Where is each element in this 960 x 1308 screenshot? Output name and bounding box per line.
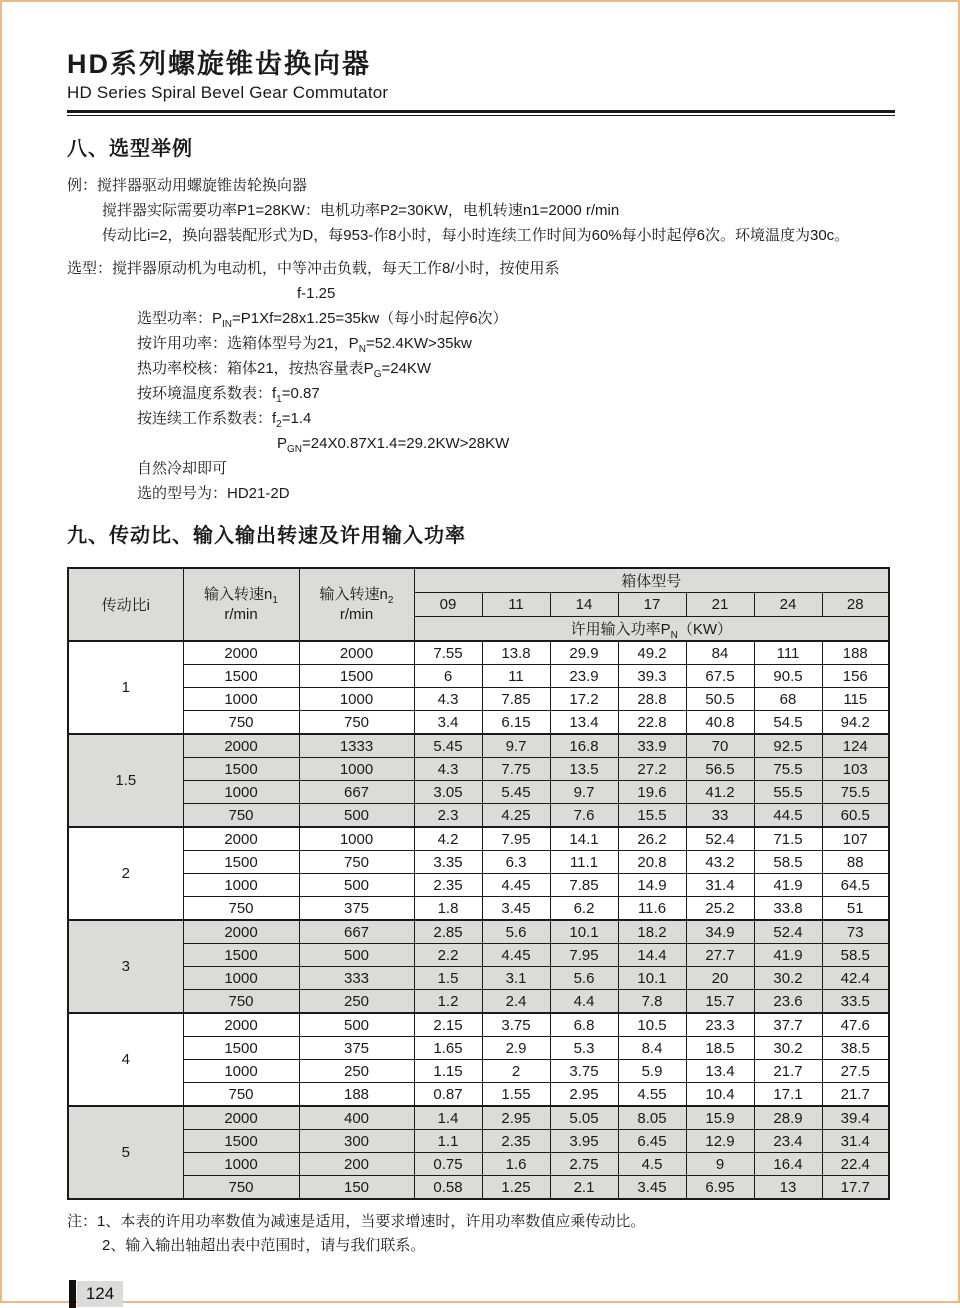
power-value-cell: 9 <box>686 1153 754 1176</box>
power-value-cell: 7.75 <box>482 758 550 781</box>
n2-cell: 1000 <box>299 688 414 711</box>
n1-cell: 2000 <box>183 1013 299 1037</box>
power-value-cell: 2.75 <box>550 1153 618 1176</box>
note-1: 注：1、本表的许用功率数值为减速是适用，当要求增速时，许用功率数值应乘传动比。 <box>67 1213 646 1230</box>
ratio-cell: 1.5 <box>68 734 183 827</box>
table-row <box>68 967 889 990</box>
ratio-cell: 2 <box>68 827 183 920</box>
power-value-cell: 1.55 <box>482 1083 550 1107</box>
power-value-cell: 27.5 <box>822 1060 889 1083</box>
n1-cell: 750 <box>183 711 299 735</box>
n1-cell: 1000 <box>183 688 299 711</box>
power-value-cell: 17.2 <box>550 688 618 711</box>
n2-cell: 188 <box>299 1083 414 1107</box>
power-value-cell: 15.9 <box>686 1106 754 1130</box>
ratio-cell: 3 <box>68 920 183 1013</box>
power-value-cell: 1.2 <box>414 990 482 1014</box>
n1-cell: 750 <box>183 1176 299 1200</box>
power-value-cell: 21.7 <box>754 1060 822 1083</box>
header-rule <box>67 110 895 116</box>
page-number <box>69 1280 895 1308</box>
n1-cell: 750 <box>183 1083 299 1107</box>
table-row <box>68 734 889 758</box>
power-value-cell: 41.9 <box>754 874 822 897</box>
power-value-cell: 5.6 <box>482 920 550 944</box>
power-value-cell: 56.5 <box>686 758 754 781</box>
power-value-cell: 115 <box>822 688 889 711</box>
power-value-cell: 6 <box>414 665 482 688</box>
n1-cell: 1500 <box>183 944 299 967</box>
power-value-cell: 4.25 <box>482 804 550 828</box>
n1-cell: 2000 <box>183 641 299 665</box>
power-value-cell: 10.5 <box>618 1013 686 1037</box>
power-value-cell: 11.1 <box>550 851 618 874</box>
col-header-n2-unit: r/min <box>339 605 374 623</box>
power-value-cell: 11.6 <box>618 897 686 921</box>
header-rule-thin <box>67 115 895 116</box>
power-value-cell: 41.2 <box>686 781 754 804</box>
power-value-cell: 3.95 <box>550 1130 618 1153</box>
power-value-cell: 2.9 <box>482 1037 550 1060</box>
power-value-cell: 7.95 <box>550 944 618 967</box>
power-value-cell: 26.2 <box>618 827 686 851</box>
power-value-cell: 33.9 <box>618 734 686 758</box>
power-value-cell: 39.4 <box>822 1106 889 1130</box>
table-row <box>68 920 889 944</box>
power-value-cell: 6.95 <box>686 1176 754 1200</box>
n1-cell: 1500 <box>183 851 299 874</box>
col-header-n1-unit: r/min <box>224 605 258 623</box>
power-value-cell: 1.15 <box>414 1060 482 1083</box>
table-body <box>68 641 889 1199</box>
table-row <box>68 804 889 828</box>
power-value-cell: 5.6 <box>550 967 618 990</box>
power-value-cell: 31.4 <box>686 874 754 897</box>
power-value-cell: 2.35 <box>482 1130 550 1153</box>
power-value-cell: 42.4 <box>822 967 889 990</box>
note-2: 2、输入输出轴超出表中范围时，请与我们联系。 <box>102 1237 426 1254</box>
power-value-cell: 13.5 <box>550 758 618 781</box>
table-head-row-1 <box>68 568 889 593</box>
power-value-cell: 2.85 <box>414 920 482 944</box>
n2-cell: 667 <box>299 920 414 944</box>
model-header-cell: 09 <box>414 593 482 617</box>
example-line: 选型：搅拌器原动机为电动机，中等冲击负载，每天工作8/小时，按使用系 <box>67 260 560 277</box>
power-value-cell: 19.6 <box>618 781 686 804</box>
power-value-cell: 13.8 <box>482 641 550 665</box>
power-value-cell: 52.4 <box>754 920 822 944</box>
power-value-cell: 111 <box>754 641 822 665</box>
power-value-cell: 18.2 <box>618 920 686 944</box>
power-value-cell: 2.35 <box>414 874 482 897</box>
power-value-cell: 33 <box>686 804 754 828</box>
power-value-cell: 13.4 <box>550 711 618 735</box>
example-line: f-1.25 <box>297 285 336 302</box>
power-value-cell: 0.58 <box>414 1176 482 1200</box>
power-value-cell: 5.45 <box>414 734 482 758</box>
table-row <box>68 665 889 688</box>
n2-cell: 333 <box>299 967 414 990</box>
power-value-cell: 15.7 <box>686 990 754 1014</box>
power-value-cell: 18.5 <box>686 1037 754 1060</box>
n1-cell: 1000 <box>183 874 299 897</box>
n2-cell: 500 <box>299 944 414 967</box>
table-row <box>68 1013 889 1037</box>
n2-cell: 250 <box>299 1060 414 1083</box>
example-line: 按许用功率：选箱体型号为21，$P_N=52.4KW>35kw$ <box>137 335 472 355</box>
n2-cell: 750 <box>299 711 414 735</box>
power-value-cell: 2.4 <box>482 990 550 1014</box>
table-row <box>68 641 889 665</box>
power-value-cell: 70 <box>686 734 754 758</box>
power-value-cell: 58.5 <box>754 851 822 874</box>
n2-cell: 250 <box>299 990 414 1014</box>
col-header-ratio: 传动比i <box>68 568 183 641</box>
col-header-n2-label: 输入转速$n_2$ <box>319 585 394 606</box>
power-value-cell: 94.2 <box>822 711 889 735</box>
n2-cell: 1000 <box>299 758 414 781</box>
power-value-cell: 3.05 <box>414 781 482 804</box>
n2-cell: 750 <box>299 851 414 874</box>
page-number-value: 124 <box>77 1281 123 1307</box>
page-number-bar-icon <box>69 1280 76 1308</box>
table-row <box>68 781 889 804</box>
n1-cell: 750 <box>183 804 299 828</box>
document-page <box>2 49 960 1308</box>
power-value-cell: 49.2 <box>618 641 686 665</box>
n1-cell: 2000 <box>183 920 299 944</box>
n2-cell: 1000 <box>299 827 414 851</box>
doc-title-en: HD Series Spiral Bevel Gear Commutator <box>67 83 389 102</box>
example-line: 选的型号为：HD21-2D <box>137 485 290 502</box>
power-value-cell: 9.7 <box>482 734 550 758</box>
power-value-cell: 1.65 <box>414 1037 482 1060</box>
power-value-cell: 2.15 <box>414 1013 482 1037</box>
power-value-cell: 23.9 <box>550 665 618 688</box>
col-header-box-model: 箱体型号 <box>414 568 889 593</box>
power-value-cell: 40.8 <box>686 711 754 735</box>
table-row <box>68 1176 889 1200</box>
power-value-cell: 3.45 <box>618 1176 686 1200</box>
power-value-cell: 7.55 <box>414 641 482 665</box>
power-value-cell: 3.4 <box>414 711 482 735</box>
power-value-cell: 58.5 <box>822 944 889 967</box>
power-value-cell: 33.5 <box>822 990 889 1014</box>
table-row <box>68 688 889 711</box>
power-value-cell: 3.1 <box>482 967 550 990</box>
example-line: 按环境温度系数表：$f_1=0.87$ <box>137 385 320 405</box>
power-value-cell: 73 <box>822 920 889 944</box>
n2-cell: 1500 <box>299 665 414 688</box>
power-value-cell: 20.8 <box>618 851 686 874</box>
power-value-cell: 17.7 <box>822 1176 889 1200</box>
power-value-cell: 31.4 <box>822 1130 889 1153</box>
power-value-cell: 1.4 <box>414 1106 482 1130</box>
document-header <box>67 49 895 116</box>
example-line: 传动比i=2，换向器装配形式为D，每953-作8小时，每小时连续工作时间为60%每小时起停6次。环境温度为30c。 <box>102 227 850 244</box>
power-value-cell: 2.95 <box>482 1106 550 1130</box>
col-header-allowed-power: 许用输入功率$P_N(KW)$ <box>414 617 889 642</box>
example-line: $P_{GN}=24X0.87X1.4=29.2KW>28KW$ <box>277 435 510 455</box>
table-row <box>68 944 889 967</box>
n2-cell: 375 <box>299 1037 414 1060</box>
model-header-cell: 21 <box>686 593 754 617</box>
power-value-cell: 25.2 <box>686 897 754 921</box>
power-value-cell: 75.5 <box>754 758 822 781</box>
table-row <box>68 897 889 921</box>
power-value-cell: 4.3 <box>414 758 482 781</box>
power-value-cell: 8.4 <box>618 1037 686 1060</box>
table-row <box>68 1153 889 1176</box>
power-value-cell: 107 <box>822 827 889 851</box>
power-value-cell: 4.45 <box>482 874 550 897</box>
n2-cell: 500 <box>299 1013 414 1037</box>
doc-title-zh: HD系列螺旋锥齿换向器 <box>67 49 371 79</box>
power-value-cell: 37.7 <box>754 1013 822 1037</box>
power-value-cell: 1.25 <box>482 1176 550 1200</box>
table-notes <box>67 1210 895 1258</box>
ratio-cell: 4 <box>68 1013 183 1106</box>
n2-cell: 375 <box>299 897 414 921</box>
power-value-cell: 103 <box>822 758 889 781</box>
power-value-cell: 5.9 <box>618 1060 686 1083</box>
power-value-cell: 22.8 <box>618 711 686 735</box>
power-value-cell: 39.3 <box>618 665 686 688</box>
model-header-cell: 11 <box>482 593 550 617</box>
power-value-cell: 1.1 <box>414 1130 482 1153</box>
power-value-cell: 4.45 <box>482 944 550 967</box>
model-header-cell: 14 <box>550 593 618 617</box>
power-value-cell: 27.2 <box>618 758 686 781</box>
power-value-cell: 92.5 <box>754 734 822 758</box>
table-row <box>68 1083 889 1107</box>
n1-cell: 2000 <box>183 734 299 758</box>
table-head <box>68 568 889 641</box>
power-value-cell: 30.2 <box>754 1037 822 1060</box>
power-value-cell: 9.7 <box>550 781 618 804</box>
n2-cell: 150 <box>299 1176 414 1200</box>
power-value-cell: 64.5 <box>822 874 889 897</box>
power-value-cell: 12.9 <box>686 1130 754 1153</box>
n2-cell: 500 <box>299 804 414 828</box>
power-value-cell: 10.1 <box>618 967 686 990</box>
power-value-cell: 156 <box>822 665 889 688</box>
power-value-cell: 28.9 <box>754 1106 822 1130</box>
power-value-cell: 34.9 <box>686 920 754 944</box>
power-value-cell: 20 <box>686 967 754 990</box>
n1-cell: 2000 <box>183 827 299 851</box>
power-value-cell: 44.5 <box>754 804 822 828</box>
power-value-cell: 88 <box>822 851 889 874</box>
power-value-cell: 5.3 <box>550 1037 618 1060</box>
example-line: 搅拌器实际需要功率P1=28KW：电机功率P2=30KW，电机转速n1=2000 r/min <box>102 202 620 219</box>
power-value-cell: 5.45 <box>482 781 550 804</box>
power-value-cell: 2.3 <box>414 804 482 828</box>
n2-cell: 2000 <box>299 641 414 665</box>
power-value-cell: 38.5 <box>822 1037 889 1060</box>
power-value-cell: 10.4 <box>686 1083 754 1107</box>
table-row <box>68 1060 889 1083</box>
power-value-cell: 8.05 <box>618 1106 686 1130</box>
power-value-cell: 29.9 <box>550 641 618 665</box>
section-power-table <box>67 524 895 1200</box>
table-row <box>68 990 889 1014</box>
power-value-cell: 3.45 <box>482 897 550 921</box>
power-value-cell: 4.5 <box>618 1153 686 1176</box>
n2-cell: 667 <box>299 781 414 804</box>
power-value-cell: 3.75 <box>482 1013 550 1037</box>
table-row <box>68 1106 889 1130</box>
power-value-cell: 3.35 <box>414 851 482 874</box>
power-value-cell: 16.8 <box>550 734 618 758</box>
n1-cell: 1500 <box>183 665 299 688</box>
table-row <box>68 1037 889 1060</box>
example-line: 自然冷却即可 <box>137 460 228 477</box>
power-value-cell: 21.7 <box>822 1083 889 1107</box>
power-value-cell: 5.05 <box>550 1106 618 1130</box>
power-value-cell: 15.5 <box>618 804 686 828</box>
power-value-cell: 71.5 <box>754 827 822 851</box>
table-row <box>68 851 889 874</box>
power-value-cell: 11 <box>482 665 550 688</box>
power-value-cell: 0.75 <box>414 1153 482 1176</box>
power-value-cell: 47.6 <box>822 1013 889 1037</box>
power-value-cell: 23.4 <box>754 1130 822 1153</box>
n1-cell: 750 <box>183 990 299 1014</box>
n1-cell: 1000 <box>183 967 299 990</box>
power-value-cell: 124 <box>822 734 889 758</box>
power-value-cell: 7.95 <box>482 827 550 851</box>
n2-cell: 400 <box>299 1106 414 1130</box>
power-value-cell: 50.5 <box>686 688 754 711</box>
n1-cell: 2000 <box>183 1106 299 1130</box>
power-value-cell: 0.87 <box>414 1083 482 1107</box>
power-value-cell: 1.8 <box>414 897 482 921</box>
section9-heading: 九、传动比、输入输出转速及许用输入功率 <box>67 525 466 547</box>
power-value-cell: 4.2 <box>414 827 482 851</box>
col-header-n1-label: 输入转速$n_1$ <box>204 585 278 606</box>
power-value-cell: 1.5 <box>414 967 482 990</box>
power-value-cell: 43.2 <box>686 851 754 874</box>
power-value-cell: 6.2 <box>550 897 618 921</box>
n1-cell: 1500 <box>183 758 299 781</box>
power-rating-table <box>67 567 890 1200</box>
power-value-cell: 14.4 <box>618 944 686 967</box>
power-value-cell: 55.5 <box>754 781 822 804</box>
power-value-cell: 1.6 <box>482 1153 550 1176</box>
example-line: 热功率校核：箱体21，按热容量表$P_G=24KW$ <box>137 360 432 380</box>
col-header-n2 <box>299 568 414 641</box>
power-value-cell: 17.1 <box>754 1083 822 1107</box>
power-value-cell: 75.5 <box>822 781 889 804</box>
power-value-cell: 23.6 <box>754 990 822 1014</box>
power-value-cell: 6.3 <box>482 851 550 874</box>
power-value-cell: 14.1 <box>550 827 618 851</box>
power-value-cell: 68 <box>754 688 822 711</box>
power-value-cell: 28.8 <box>618 688 686 711</box>
table-row <box>68 1130 889 1153</box>
power-value-cell: 4.3 <box>414 688 482 711</box>
power-value-cell: 6.15 <box>482 711 550 735</box>
model-header-cell: 24 <box>754 593 822 617</box>
power-value-cell: 13 <box>754 1176 822 1200</box>
power-value-cell: 67.5 <box>686 665 754 688</box>
section8-heading: 八、选型举例 <box>67 138 193 160</box>
power-value-cell: 51 <box>822 897 889 921</box>
n2-cell: 500 <box>299 874 414 897</box>
power-value-cell: 23.3 <box>686 1013 754 1037</box>
power-value-cell: 6.8 <box>550 1013 618 1037</box>
power-value-cell: 6.45 <box>618 1130 686 1153</box>
table-row <box>68 874 889 897</box>
power-value-cell: 3.75 <box>550 1060 618 1083</box>
power-value-cell: 7.85 <box>482 688 550 711</box>
example-line: 选型功率：$P_{IN}=P1Xf=28x1.25=35kw$（每小时起停6次） <box>137 310 508 330</box>
model-header-cell: 28 <box>822 593 889 617</box>
power-value-cell: 2.1 <box>550 1176 618 1200</box>
n1-cell: 1000 <box>183 1153 299 1176</box>
n2-cell: 200 <box>299 1153 414 1176</box>
power-value-cell: 13.4 <box>686 1060 754 1083</box>
power-value-cell: 52.4 <box>686 827 754 851</box>
power-value-cell: 54.5 <box>754 711 822 735</box>
power-value-cell: 7.6 <box>550 804 618 828</box>
n1-cell: 1000 <box>183 1060 299 1083</box>
n2-cell: 300 <box>299 1130 414 1153</box>
power-value-cell: 84 <box>686 641 754 665</box>
power-value-cell: 188 <box>822 641 889 665</box>
section-selection-example <box>67 137 895 506</box>
power-value-cell: 4.55 <box>618 1083 686 1107</box>
table-row <box>68 758 889 781</box>
ratio-cell: 1 <box>68 641 183 734</box>
n1-cell: 750 <box>183 897 299 921</box>
power-value-cell: 16.4 <box>754 1153 822 1176</box>
n1-cell: 1500 <box>183 1130 299 1153</box>
n1-cell: 1000 <box>183 781 299 804</box>
n2-cell: 1333 <box>299 734 414 758</box>
power-value-cell: 33.8 <box>754 897 822 921</box>
power-value-cell: 4.4 <box>550 990 618 1014</box>
table-row <box>68 711 889 735</box>
power-value-cell: 7.8 <box>618 990 686 1014</box>
power-value-cell: 2.95 <box>550 1083 618 1107</box>
power-value-cell: 2 <box>482 1060 550 1083</box>
col-header-n1 <box>183 568 299 641</box>
power-value-cell: 22.4 <box>822 1153 889 1176</box>
power-value-cell: 10.1 <box>550 920 618 944</box>
section8-body <box>67 173 895 506</box>
model-header-cell: 17 <box>618 593 686 617</box>
header-rule-thick <box>67 110 895 113</box>
ratio-cell: 5 <box>68 1106 183 1199</box>
power-value-cell: 30.2 <box>754 967 822 990</box>
power-value-cell: 7.85 <box>550 874 618 897</box>
power-value-cell: 60.5 <box>822 804 889 828</box>
power-value-cell: 41.9 <box>754 944 822 967</box>
example-line: 按连续工作系数表：$f_2=1.4$ <box>137 410 312 430</box>
power-value-cell: 90.5 <box>754 665 822 688</box>
power-value-cell: 14.9 <box>618 874 686 897</box>
power-value-cell: 27.7 <box>686 944 754 967</box>
table-row <box>68 827 889 851</box>
power-value-cell: 2.2 <box>414 944 482 967</box>
n1-cell: 1500 <box>183 1037 299 1060</box>
example-line: 例：搅拌器驱动用螺旋锥齿轮换向器 <box>67 177 308 194</box>
